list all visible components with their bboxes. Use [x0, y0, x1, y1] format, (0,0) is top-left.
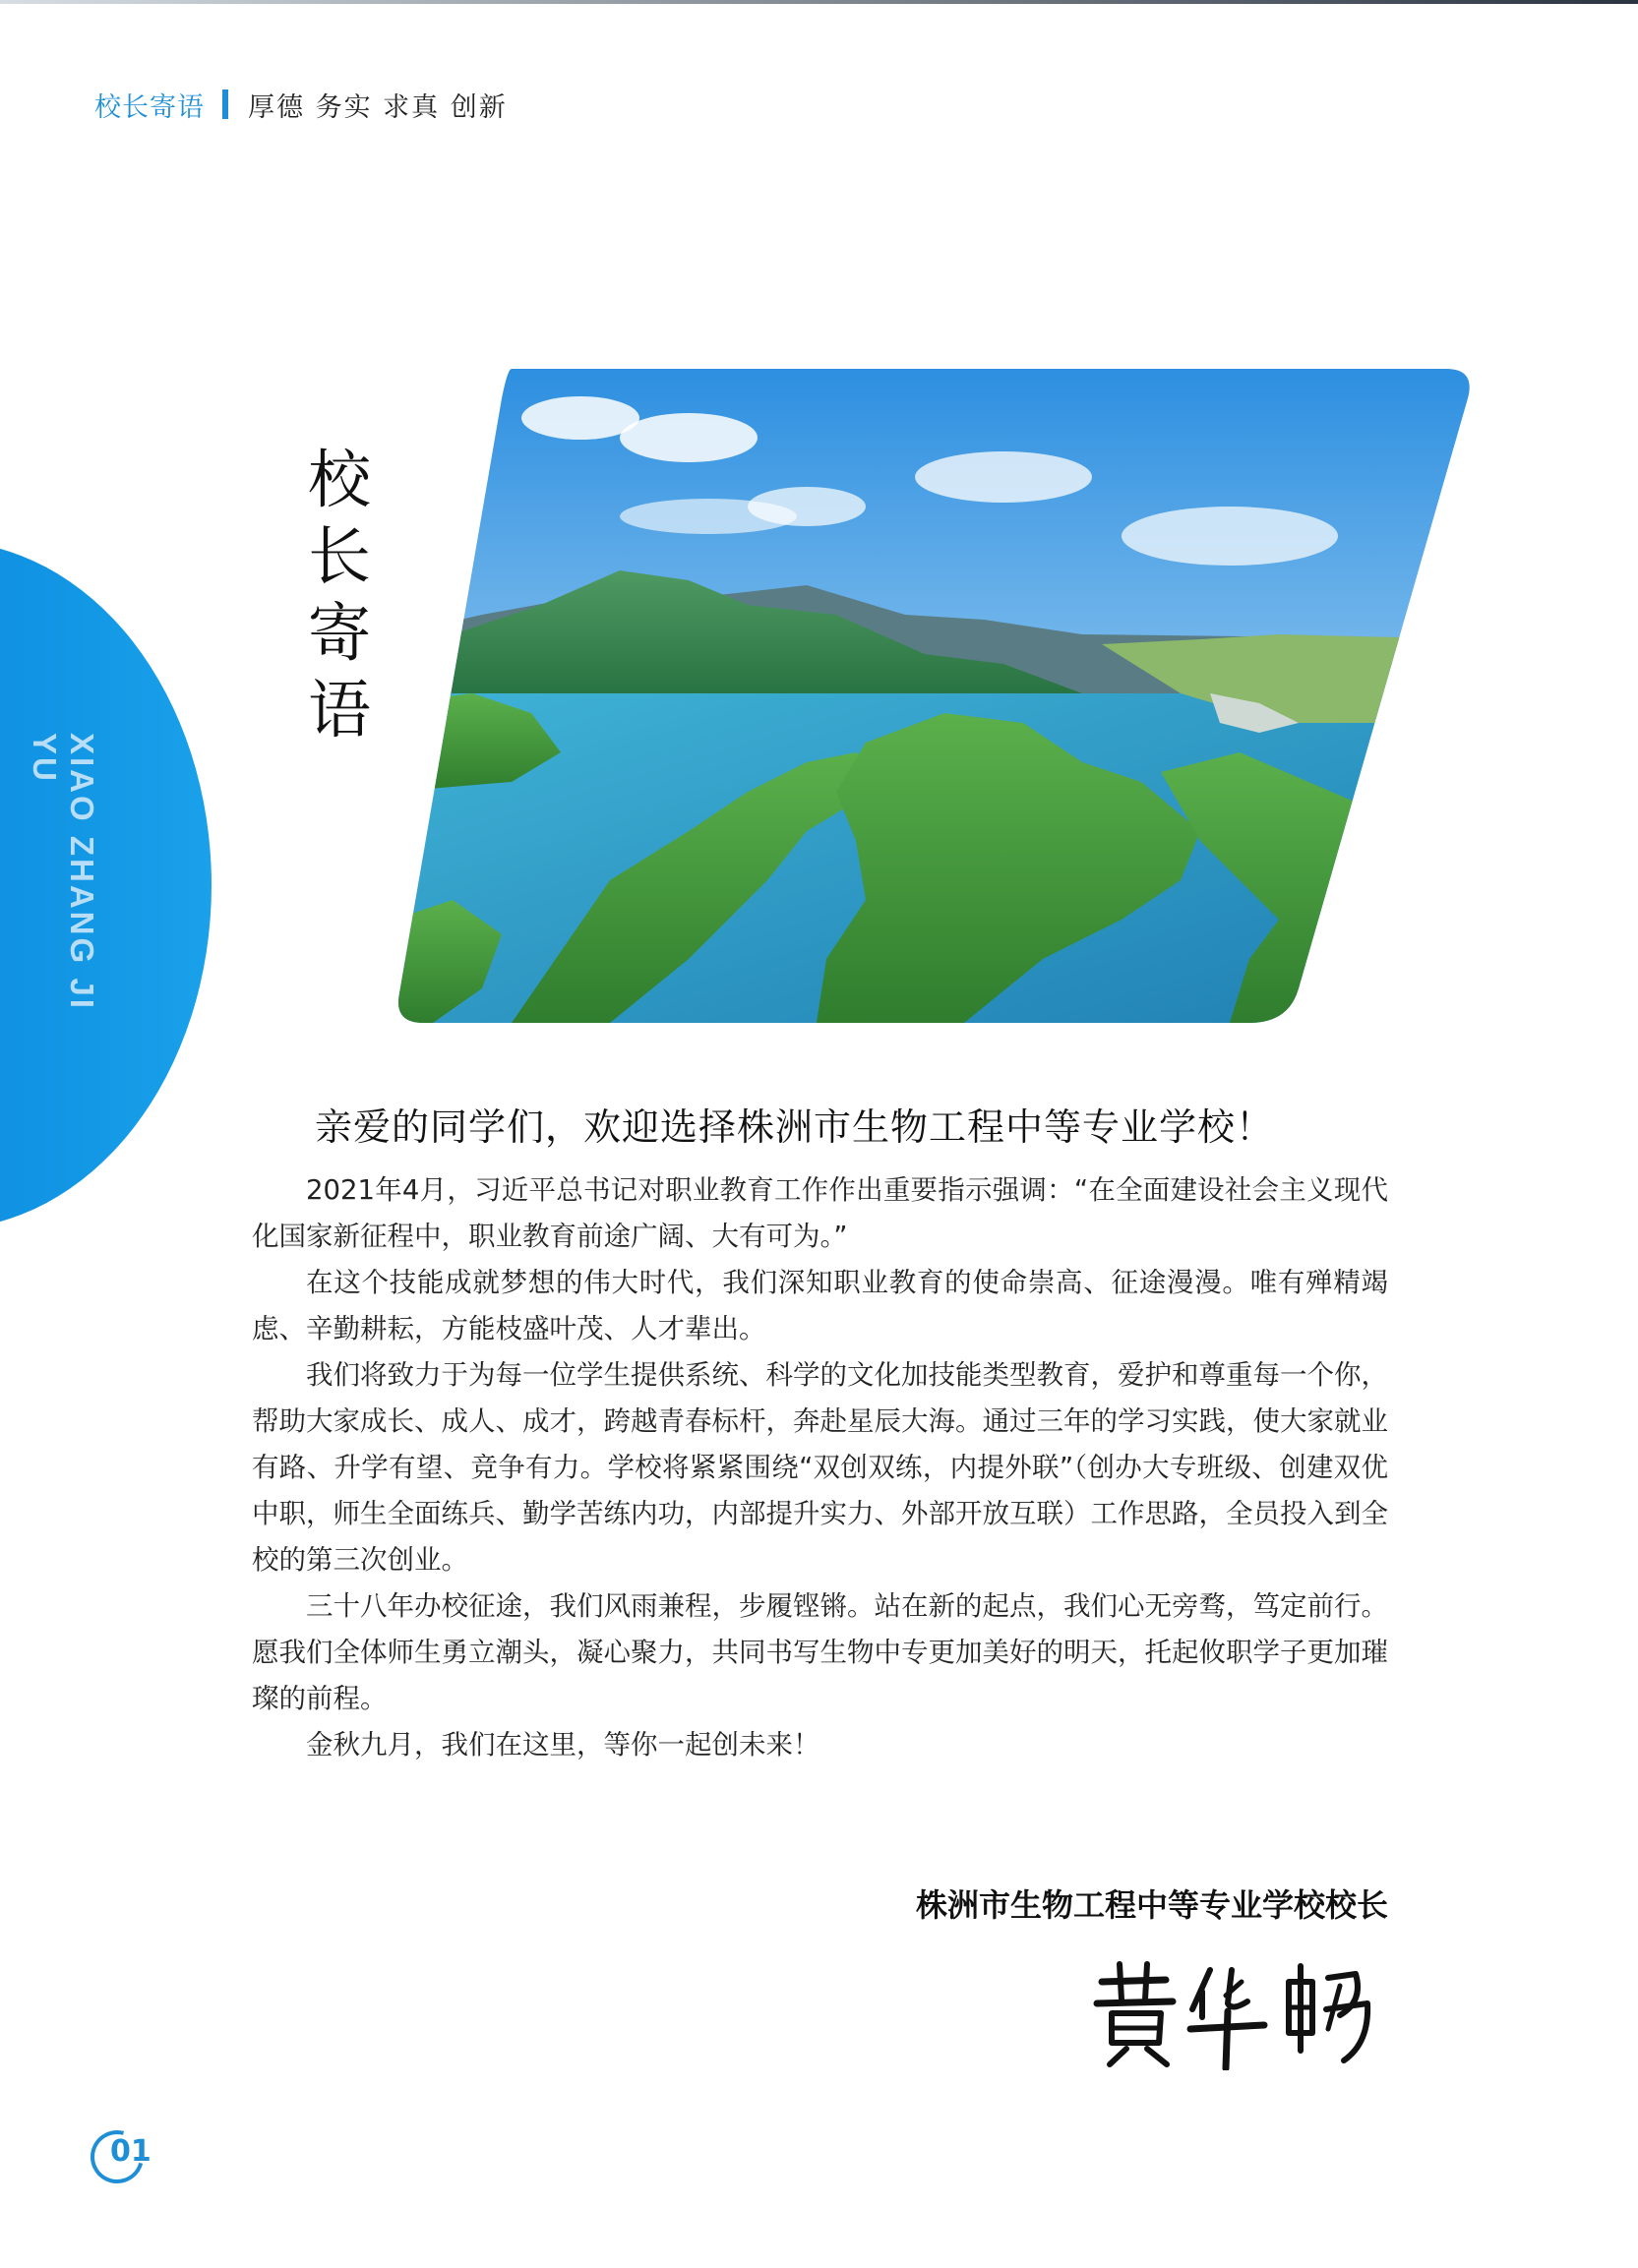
letter-paragraph: 在这个技能成就梦想的伟大时代，我们深知职业教育的使命崇高、征途漫漫。唯有殚精竭虑、辛勤耕耘，方能枝盛叶茂、人才辈出。	[252, 1267, 1388, 1344]
page-header	[94, 85, 508, 124]
vertical-title-char: 校	[308, 445, 371, 517]
handwritten-signature	[1082, 1952, 1377, 2070]
header-motto: 厚德 务实 求真 创新	[248, 91, 508, 123]
side-circle-decoration	[0, 541, 212, 1229]
page-number	[96, 2134, 152, 2169]
vertical-title	[305, 443, 374, 749]
header-divider	[222, 90, 228, 119]
letter-paragraph: 三十八年办校征途，我们风雨兼程，步履铿锵。站在新的起点，我们心无旁骛，笃定前行。愿我们全体师生勇立潮头，凝心聚力，共同书写生物中专更加美好的明天，托起攸职学子更加璀璨的前程。	[252, 1590, 1388, 1714]
greeting-heading: 亲爱的同学们，欢迎选择株洲市生物工程中等专业学校！	[315, 1105, 1275, 1149]
top-rule	[0, 0, 1638, 4]
header-section-title: 校长寄语	[94, 91, 205, 123]
vertical-title-char: 语	[308, 675, 371, 747]
side-pinyin-label: XIAO ZHANG JI YU	[27, 733, 100, 1011]
letter-paragraph: 我们将致力于为每一位学生提供系统、科学的文化加技能类型教育，爱护和尊重每一个你，帮助大家成长、成人、成才，跨越青春标杆，奔赴星辰大海。通过三年的学习实践，使大家就业有路、升学有望、竞争有力。学校将紧紧围绕“双创双练，内提外联”（创办大专班级、创建双优中职，师生全面练兵、勤学苦练内功，内部提升实力、外部开放互联）工作思路，全员投入到全校的第三次创业。	[252, 1359, 1388, 1576]
vertical-title-char: 长	[308, 521, 371, 594]
vertical-title-char: 寄	[308, 598, 371, 671]
letter-paragraph: 2021年4月，习近平总书记对职业教育工作作出重要指示强调：“在全面建设社会主义现代化国家新征程中，职业教育前途广阔、大有可为。”	[252, 1174, 1388, 1252]
letter-paragraph: 金秋九月，我们在这里，等你一起创未来！	[306, 1729, 820, 1761]
page-number-text: 01	[110, 2134, 152, 2169]
hero-landscape-photo	[394, 369, 1476, 1023]
signature-organization: 株洲市生物工程中等专业学校校长	[915, 1886, 1388, 1924]
letter-body	[252, 1167, 1388, 1768]
